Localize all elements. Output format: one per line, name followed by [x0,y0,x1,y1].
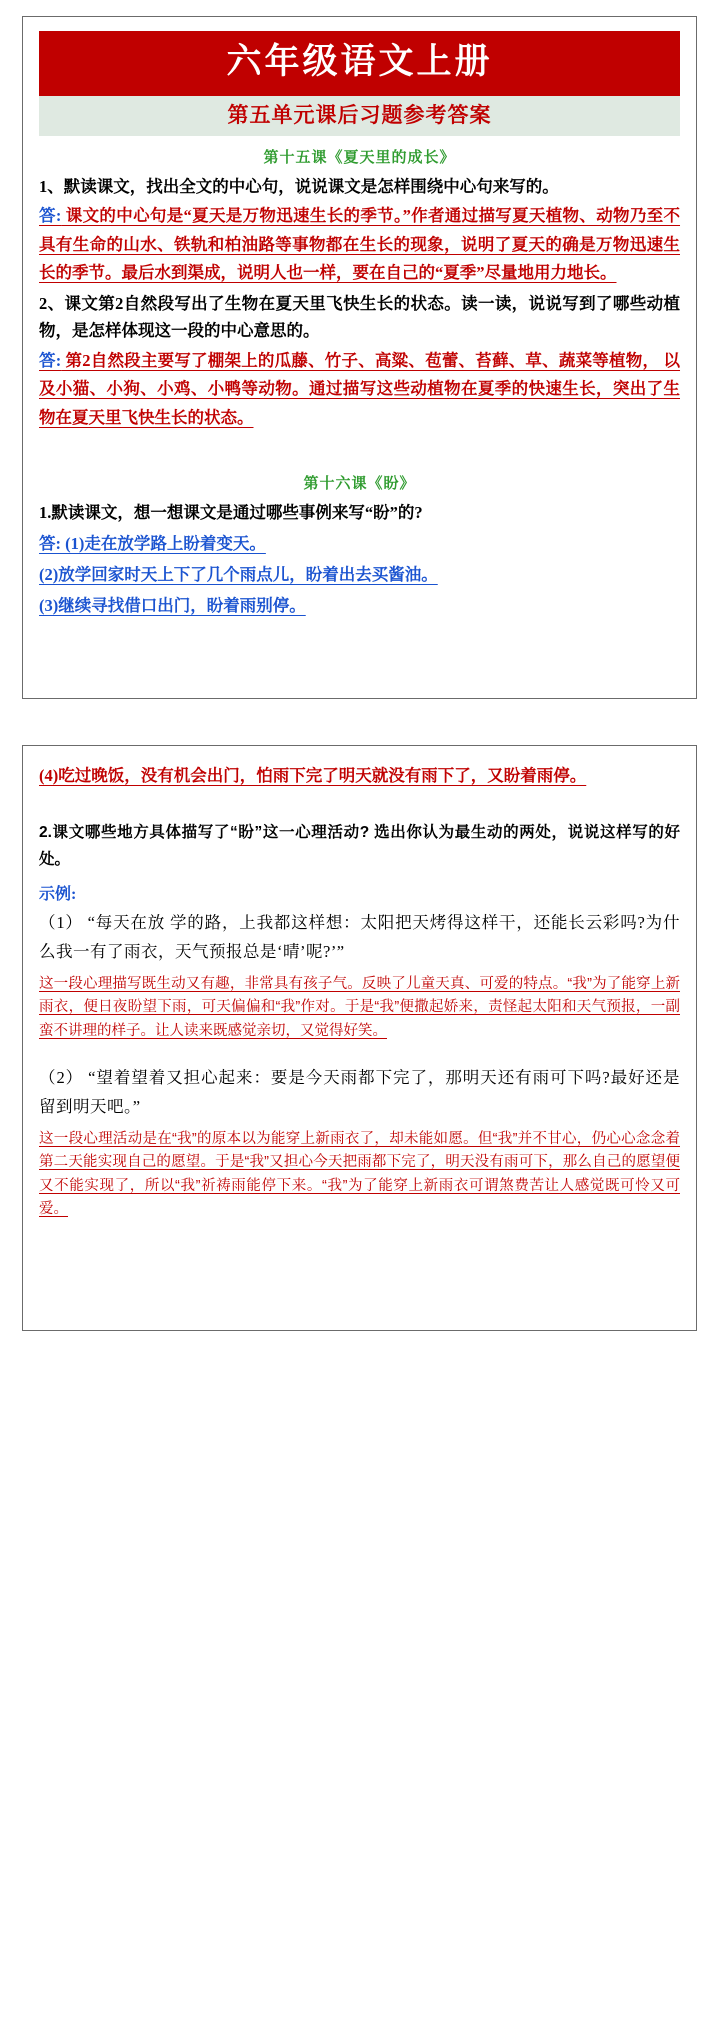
answer-1-text: 课文的中心句是“夏天是万物迅速生长的季节。”作者通过描写夏天植物、动物乃至不具有生命的山水、铁轨和柏油路等事物都在生长的现象，说明了夏天的确是万物迅速生长的季节。最后水到渠成，说明人也一样，要在自己的“夏季”尽量地用力地长。 [39,206,681,283]
answer-sheet-2 [22,745,697,1331]
question-1: 1、默读课文，找出全文的中心句，说说课文是怎样围绕中心句来写的。 [39,176,559,196]
question-3: 1.默读课文，想一想课文是通过哪些事例来写“盼”的? [39,503,423,522]
answer-1 [39,202,680,287]
answer-3-lead: 答: [39,533,61,553]
analysis-1: 这一段心理描写既生动又有趣，非常具有孩子气。反映了儿童天真、可爱的特点。“我”为了能穿上新雨衣，便日夜盼望下雨，可天偏偏和“我”作对。于是“我”便撒起娇来，责怪起太阳和天气预报，一副蛮不讲理的样子。让人读来既感觉亲切，又觉得好笑。 [39,975,680,1039]
answer-1-lead: 答: [39,206,62,226]
quote-2: （2） “望着望着又担心起来：要是今天雨都下完了，那明天还有雨可下吗?最好还是留到明天吧。” [39,1068,680,1117]
lesson-15-heading: 第十五课《夏天里的成长》 [263,149,456,166]
example-label: 示例: [39,885,77,903]
quote-1: （1） “每天在放 学的路，上我都这样想：太阳把天烤得这样干，还能长云彩吗?为什么我一有了雨衣，天气预报总是‘晴’呢?’” [39,912,680,962]
question-2: 2、课文第2自然段写出了生物在夏天里飞快生长的状态。读一读，说说写到了哪些动植物，是怎样体现这一段的中心意思的。 [39,294,680,341]
answer-3-item-1-text: (1)走在放学路上盼着变天。 [61,533,266,553]
section-spacer [39,434,680,456]
section-spacer-2 [39,792,680,814]
lesson-16-heading: 第十六课《盼》 [303,476,416,492]
page-title: 六年级语文上册 [39,31,680,96]
analysis-2: 这一段心理活动是在“我”的原本以为能穿上新雨衣了，却未能如愿。但“我”并不甘心，仍心心念念着第二天能实现自己的愿望。于是“我”又担心今天把雨都下完了，明天没有雨可下，那么自己的愿望便又不能实现了，所以“我”祈祷雨能停下来。“我”为了能穿上新雨衣可谓煞费苦让人感觉既可怜又可爱。 [39,1130,680,1218]
answer-2-text: 第2自然段主要写了棚架上的瓜藤、竹子、高粱、苞蕾、苔藓、草、蔬菜等植物， 以及小猫、小狗、小鸡、小鸭等动物。通过描写这些动植物在夏季的快速生长，突出了生物在夏天里飞快生长的状态。 [39,350,681,427]
quote-spacer [39,1047,680,1059]
bottom-spacer-2 [39,1226,680,1312]
bottom-spacer-1 [39,624,680,680]
answer-3-item-1 [39,530,680,558]
answer-3-item-2: (2)放学回家时天上下了几个雨点儿，盼着出去买酱油。 [39,565,438,585]
page-subtitle: 第五单元课后习题参考答案 [39,96,680,136]
answer-sheet-1 [22,16,697,699]
question-4: 2.课文哪些地方具体描写了“盼”这一心理活动? 选出你认为最生动的两处，说说这样写的好处。 [39,824,680,868]
answer-3-item-3: (3)继续寻找借口出门，盼着雨别停。 [39,596,306,616]
answer-2-lead: 答: [39,350,62,370]
answer-2 [39,347,680,432]
answer-3-item-4: (4)吃过晚饭，没有机会出门，怕雨下完了明天就没有雨下了，又盼着雨停。 [39,765,587,785]
